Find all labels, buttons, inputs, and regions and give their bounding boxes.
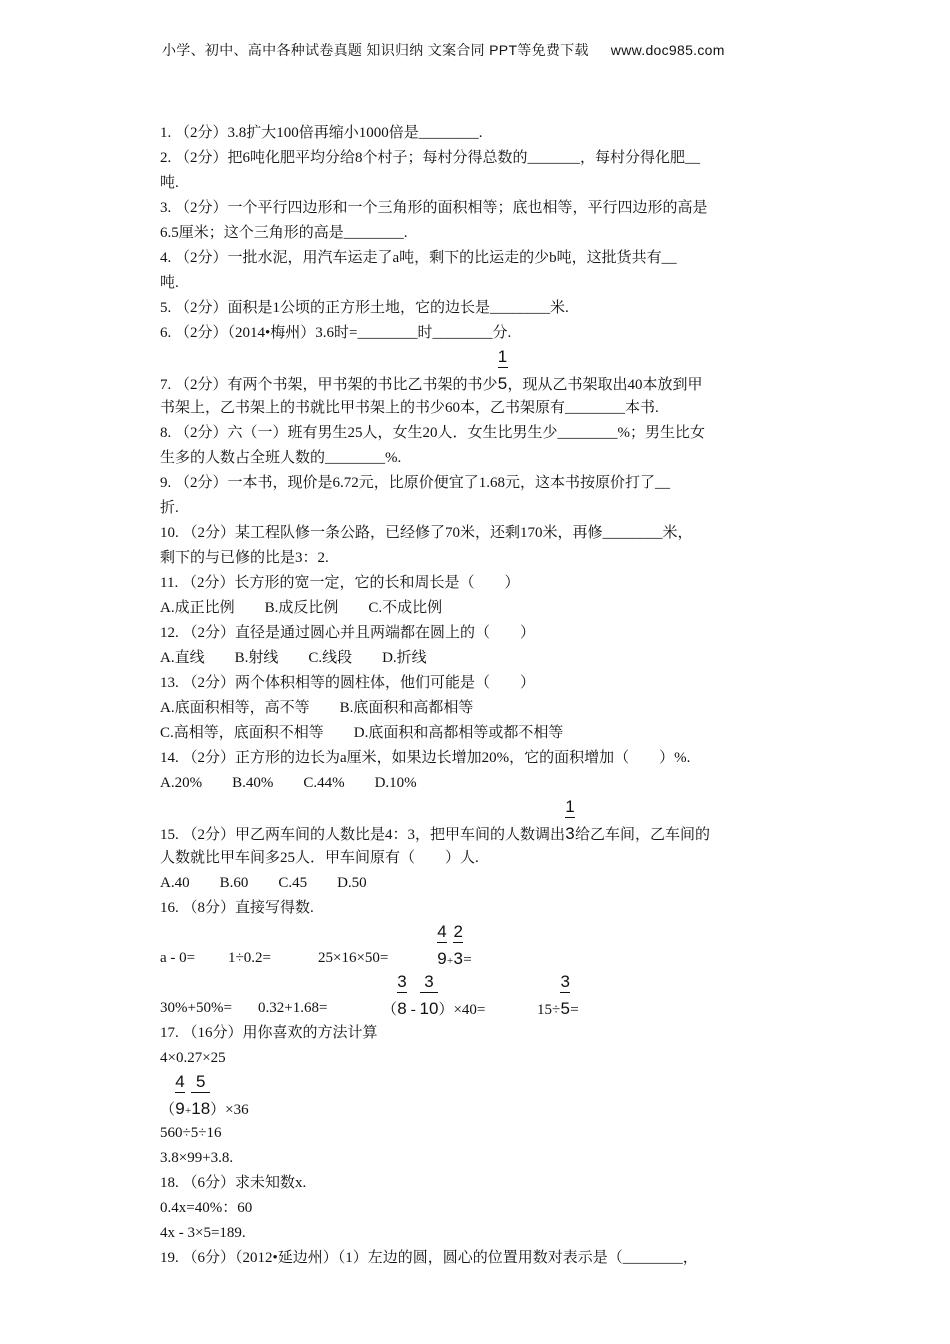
operator: 15÷ <box>537 1002 561 1018</box>
fraction <box>419 972 439 1021</box>
numerator: 2 <box>453 922 463 941</box>
expression <box>160 1072 800 1121</box>
denominator: 18 <box>191 1099 211 1118</box>
calc-row-2 <box>160 972 800 1021</box>
paren: （ <box>382 1002 398 1018</box>
header-site: www.doc985.com <box>610 42 725 58</box>
fraction <box>175 1072 185 1121</box>
exam-content <box>160 121 800 1271</box>
numerator: 1 <box>497 347 508 366</box>
question-line: 16. （8分）直接写得数. <box>160 900 314 916</box>
calc-item: a - 0= <box>160 950 196 966</box>
options-line: A.底面积相等，高不等 B.底面积和高都相等 <box>160 700 474 716</box>
q7-text: 7. （2分）有两个书架，甲书架的书比乙书架的书少 <box>160 377 498 393</box>
numerator: 4 <box>175 1072 185 1091</box>
question-line: 13. （2分）两个体积相等的圆柱体，他们可能是（ ） <box>160 675 536 691</box>
numerator: 3 <box>560 972 570 991</box>
fraction <box>560 972 570 1021</box>
question-line: 吨. <box>160 175 179 191</box>
operator: ）×40= <box>438 1002 486 1018</box>
numerator: 3 <box>397 972 407 991</box>
q7-text: ，现从乙书架取出40本放到甲 <box>507 377 703 393</box>
calc-item: 30%+50%= <box>160 1000 232 1016</box>
calc-item: 1÷0.2= <box>228 950 271 966</box>
operator: ）×36 <box>210 1102 249 1118</box>
denominator: 5 <box>497 374 508 393</box>
numerator: 3 <box>420 972 439 993</box>
question-7 <box>160 347 800 396</box>
question-line: 9. （2分）一本书，现价是6.72元，比原价便宜了1.68元，这本书按原价打了__ <box>160 475 671 491</box>
question-line: 11. （2分）长方形的宽一定，它的长和周长是（ ） <box>160 575 520 591</box>
options-line: A.直线 B.射线 C.线段 D.折线 <box>160 650 427 666</box>
numerator: 1 <box>565 797 575 816</box>
calc-item <box>382 972 486 1023</box>
calc-item: 25×16×50= <box>318 950 389 966</box>
denominator: 9 <box>437 949 447 968</box>
operator: + <box>185 1105 192 1117</box>
denominator: 8 <box>397 999 407 1018</box>
options-line: A.20% B.40% C.44% D.10% <box>160 775 417 791</box>
operator: = <box>570 1002 579 1018</box>
options-line: C.高相等，底面积不相等 D.底面积和高都相等或都不相等 <box>160 725 564 741</box>
fraction <box>565 797 575 846</box>
expression: 560÷5÷16 <box>160 1125 222 1141</box>
question-line: 剩下的与已修的比是3：2. <box>160 550 329 566</box>
question-15 <box>160 797 800 846</box>
expression: 4×0.27×25 <box>160 1050 226 1066</box>
expression: 3.8×99+3.8. <box>160 1150 234 1166</box>
question-line: 14. （2分）正方形的边长为a厘米，如果边长增加20%，它的面积增加（ ）%. <box>160 750 691 766</box>
denominator: 10 <box>419 999 439 1018</box>
question-line: 8. （2分）六（一）班有男生25人，女生20人．女生比男生少________%；男生比女 <box>160 425 705 441</box>
options-line: A.成正比例 B.成反比例 C.不成比例 <box>160 600 443 616</box>
operator: + <box>447 955 454 967</box>
page-header <box>162 40 725 60</box>
denominator: 9 <box>175 1099 185 1118</box>
question-line: 书架上，乙书架上的书就比甲书架上的书少60本，乙书架原有________本书. <box>160 400 659 416</box>
expression: 4x - 3×5=189. <box>160 1225 246 1241</box>
denominator: 3 <box>453 949 463 968</box>
fraction <box>453 922 463 971</box>
question-line: 12. （2分）直径是通过圆心并且两端都在圆上的（ ） <box>160 625 536 641</box>
operator: = <box>463 952 472 968</box>
expression: 0.4x=40%：60 <box>160 1200 253 1216</box>
fraction <box>497 347 508 396</box>
denominator: 3 <box>565 824 575 843</box>
options-line: A.40 B.60 C.45 D.50 <box>160 875 367 891</box>
calc-row-1 <box>160 922 800 971</box>
calc-item: 0.32+1.68= <box>258 1000 328 1016</box>
question-line: 17. （16分）用你喜欢的方法计算 <box>160 1025 378 1041</box>
question-line: 10. （2分）某工程队修一条公路，已经修了70米，还剩170米，再修________米， <box>160 525 693 541</box>
fraction <box>397 972 407 1021</box>
question-line: 19. （6分）（2012•延边州）（1）左边的圆，圆心的位置用数对表示是（________， <box>160 1250 698 1266</box>
question-line: 吨. <box>160 275 179 291</box>
q15-text: 15. （2分）甲乙两车间的人数比是4：3，把甲车间的人数调出 <box>160 827 566 843</box>
calc-item <box>437 922 472 974</box>
denominator: 5 <box>560 999 570 1018</box>
question-line: 折. <box>160 500 179 516</box>
numerator: 5 <box>191 1072 210 1093</box>
question-line: 1. （2分）3.8扩大100倍再缩小1000倍是________. <box>160 125 483 141</box>
question-line: 5. （2分）面积是1公顷的正方形土地，它的边长是________米. <box>160 300 569 316</box>
question-line: 6.5厘米；这个三角形的高是________. <box>160 225 408 241</box>
question-line: 3. （2分）一个平行四边形和一个三角形的面积相等；底也相等，平行四边形的高是 <box>160 200 708 216</box>
question-line: 生多的人数占全班人数的________%. <box>160 450 402 466</box>
question-line: 4. （2分）一批水泥，用汽车运走了a吨，剩下的比运走的少b吨，这批货共有__ <box>160 250 677 266</box>
q15-text: 给乙车间，乙车间的 <box>575 827 711 843</box>
header-title: 小学、初中、高中各种试卷真题 知识归纳 文案合同 PPT等免费下载 <box>162 42 589 58</box>
paren: （ <box>160 1102 176 1118</box>
calc-item <box>537 972 579 1023</box>
question-line: 人数就比甲车间多25人．甲车间原有（ ）人. <box>160 850 479 866</box>
fraction <box>437 922 447 971</box>
question-line: 18. （6分）求未知数x. <box>160 1175 307 1191</box>
question-line: 2. （2分）把6吨化肥平均分给8个村子；每村分得总数的_______，每村分得化肥__ <box>160 150 701 166</box>
fraction <box>191 1072 211 1121</box>
question-line: 6. （2分）（2014•梅州）3.6时=________时________分. <box>160 325 512 341</box>
numerator: 4 <box>437 922 447 941</box>
operator: - <box>407 1002 420 1018</box>
